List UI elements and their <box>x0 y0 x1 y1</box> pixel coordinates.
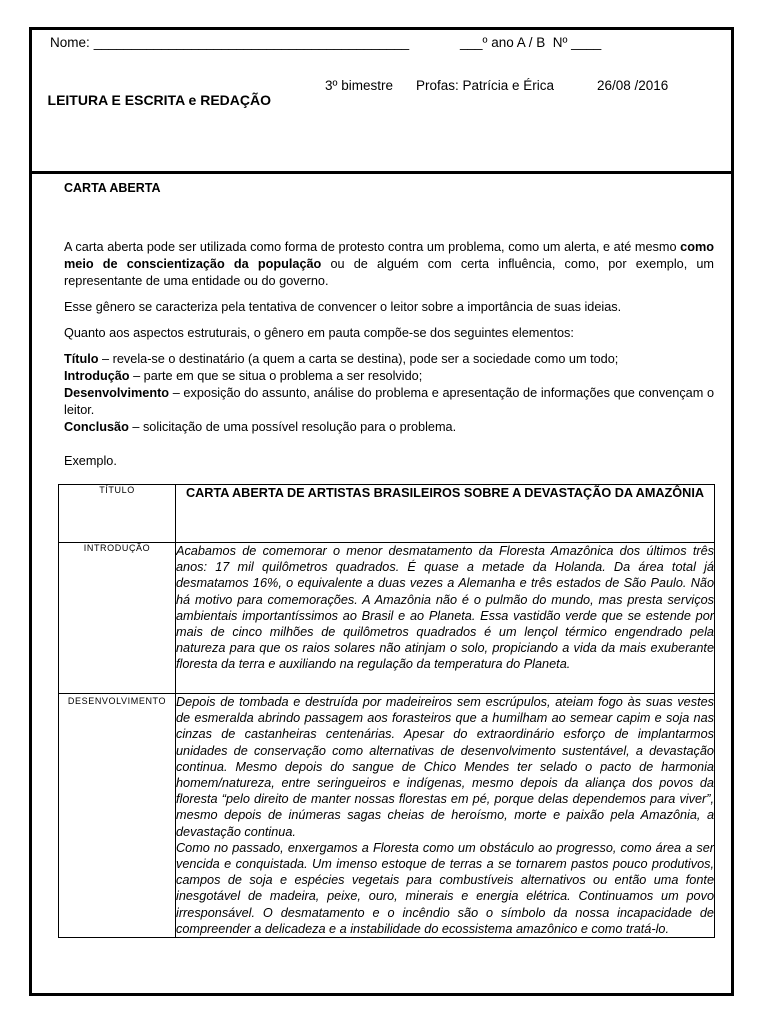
table-row <box>59 485 715 543</box>
letter-introduction: Acabamos de comemorar o menor desmatamento da Floresta Amazônica dos últimos três anos: 17 mil quilômetros quadrados. É quase a metade da Holanda. Da área total já desmatamos 16%, o equivalente a duas vezes a Alemanha e três estados de São Paulo. Não há motivo para comemorações. A Amazônia não é o pulmão do mundo, mas presta serviços ambientais importantíssimos ao Brasil e ao Planeta. Essa vastidão verde que se estende por mais de cinco milhões de quilômetros quadrados é um lençol térmico engendrado pela natureza para que os raios solares não atinjam o solo, propiciando a vida da mais exuberante floresta da terra e auxiliando na regulação da temperatura do Planeta. <box>176 543 715 694</box>
bimestre-label: 3º bimestre <box>325 78 393 93</box>
header-name-line <box>50 35 602 50</box>
paragraph-intro <box>64 239 714 290</box>
letter-development <box>176 694 715 938</box>
list-item-text: – solicitação de uma possível resolução para o problema. <box>128 420 457 434</box>
nome-blank: __________________________________________ <box>93 35 410 50</box>
section-title: CARTA ABERTA <box>64 181 161 195</box>
list-item <box>64 368 714 385</box>
paragraph-intro-bold: como meio de conscientização da população <box>64 240 714 271</box>
example-label: Exemplo. <box>64 454 117 468</box>
letter-development-paragraph: Depois de tombada e destruída por madeireiros sem escrúpulos, ateiam fogo às suas vestes de esmeralda abrindo passagem aos forasteiros que a humilham ao semear capim e soja nas cinzas de castanheiras centenárias. Apesar do extraordinário esforço de implantarmos unidades de conservação como alternativas de desenvolvimento sustentável, a devastação continua. Mesmo depois do sangue de Chico Mendes ter selado o pacto de harmonia homem/natureza, entre seringueiros e indígenas, mesmo depois da aliança dos povos da floresta “pelo direito de manter nossas florestas em pé, porque delas dependemos para viver”, mesmo depois de inúmeras sagas cheias de heroísmo, morte e paixão pela Amazônia, a devastação continua. <box>176 695 714 839</box>
paragraph-intro-part1: A carta aberta pode ser utilizada como forma de protesto contra um problema, como um alerta, e até mesmo <box>64 240 681 254</box>
table-row <box>59 694 715 938</box>
subject-title: LEITURA E ESCRITA e REDAÇÃO <box>47 92 272 108</box>
example-table <box>58 484 715 938</box>
nome-label: Nome: <box>50 35 90 50</box>
ano-field: ___º ano A / B Nº ____ <box>460 35 602 50</box>
letter-development-paragraph: Como no passado, enxergamos a Floresta como um obstáculo ao progresso, como área a ser vencida e conquistada. Um imenso estoque de terras a se tornarem pastos pouco produtivos, campos de soja e espécies vegetais para combustíveis alternativos ou então uma fonte inesgotável de madeira, peixe, ouro, minerais e energia elétrica. Continuamos um povo irresponsável. O desmatamento e o incêndio são o símbolo da nossa incapacidade de compreender a delicadeza e a instabilidade do ecossistema amazônico e como tratá-lo. <box>176 840 714 936</box>
list-item-term: Conclusão <box>64 420 129 434</box>
list-item <box>64 351 714 368</box>
list-item-text: – revela-se o destinatário (a quem a carta se destina), pode ser a sociedade como um todo; <box>98 352 619 366</box>
list-item-text: – exposição do assunto, análise do problema e apresentação de informações que convençam o leitor. <box>64 386 714 417</box>
letter-title: CARTA ABERTA DE ARTISTAS BRASILEIROS SOBRE A DEVASTAÇÃO DA AMAZÔNIA <box>176 485 715 543</box>
row-label-introducao: INTRODUÇÃO <box>59 543 176 694</box>
list-item-term: Título <box>64 352 99 366</box>
table-row <box>59 543 715 694</box>
date-label: 26/08 /2016 <box>597 78 669 93</box>
list-item-term: Desenvolvimento <box>64 386 170 400</box>
header-subject-line <box>40 77 669 153</box>
row-label-titulo: TÍTULO <box>59 485 176 543</box>
list-item <box>64 385 714 419</box>
list-item-text: – parte em que se situa o problema a ser resolvido; <box>129 369 423 383</box>
content-section <box>64 180 714 470</box>
teachers-label: Profas: Patrícia e Érica <box>416 78 555 93</box>
paragraph-genre: Esse gênero se caracteriza pela tentativa de convencer o leitor sobre a importância de suas ideias. <box>64 300 622 314</box>
row-label-desenvolvimento: DESENVOLVIMENTO <box>59 694 176 938</box>
list-item <box>64 419 714 436</box>
list-item-term: Introdução <box>64 369 130 383</box>
paragraph-structure: Quanto aos aspectos estruturais, o gênero em pauta compõe-se dos seguintes elementos: <box>64 326 574 340</box>
elements-list <box>64 351 714 436</box>
paragraph-intro-part2: ou de alguém com certa influência, como, por exemplo, um representante de uma entidade ou do governo. <box>64 257 715 288</box>
